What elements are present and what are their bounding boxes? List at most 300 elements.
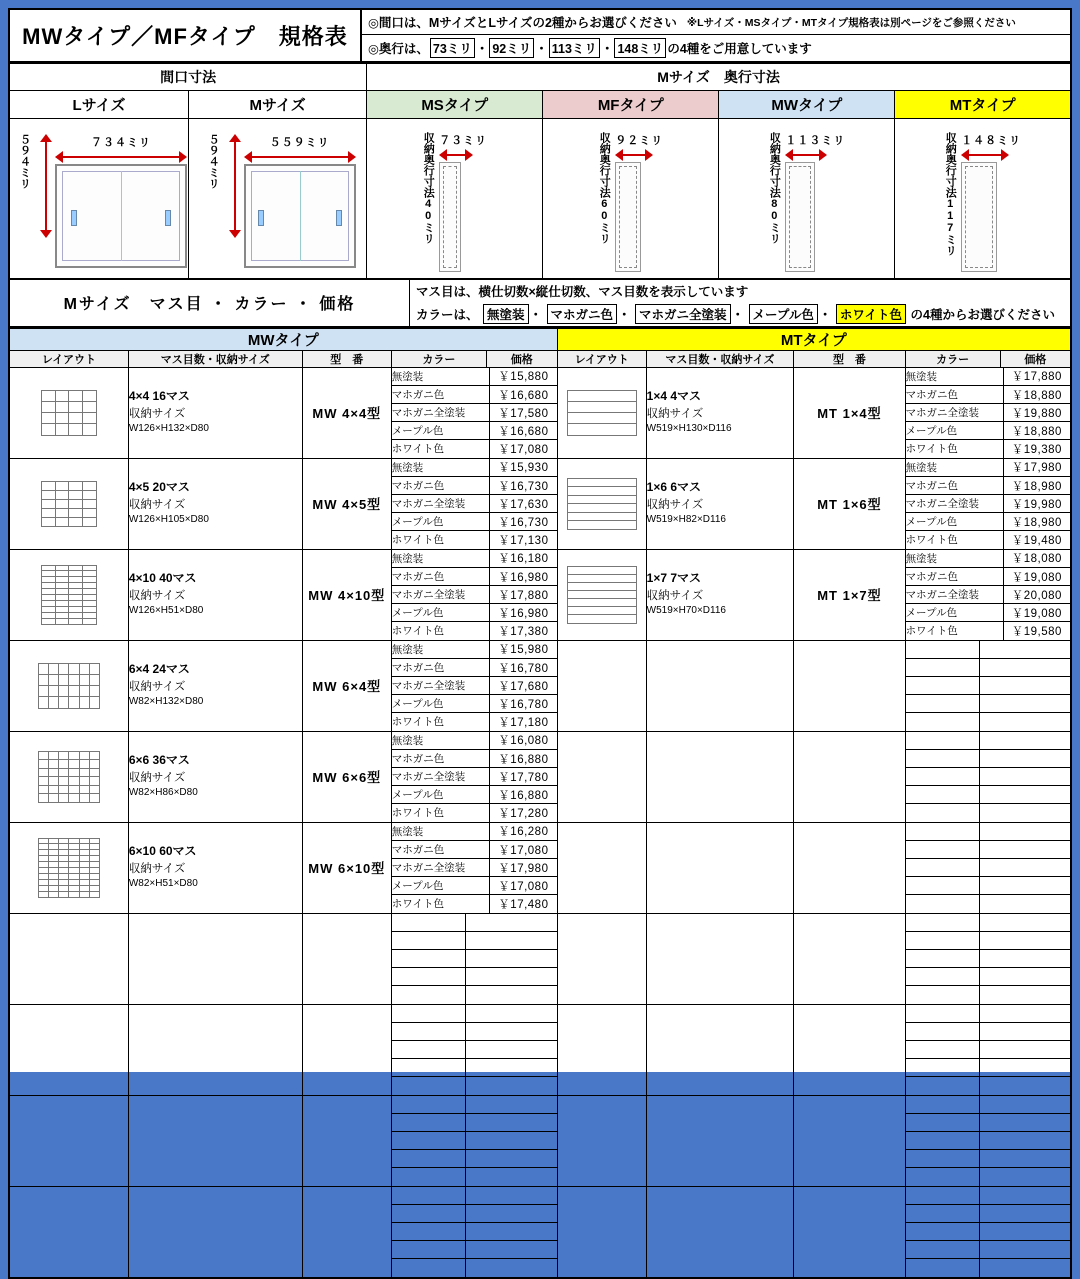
price-value [466,932,557,950]
color-label [906,968,980,986]
color-price-row [392,1205,557,1223]
color-label: ホワイト色 [392,804,490,822]
color-label [392,1168,466,1186]
color-price-row [906,750,1070,768]
color-price-cell-mt [905,1095,1071,1186]
color-label [392,1096,466,1114]
price-value: ￥19,880 [1003,404,1070,422]
ms-depth-arrow [439,148,473,162]
color-price-row [392,804,557,822]
price-value: ￥17,780 [490,768,557,786]
mf-depth-label: ９２ミリ [615,135,664,148]
color-price-row [392,477,557,495]
color-price-row [392,895,557,913]
color-price-cell-mw [391,1186,557,1278]
m-width-label: ５５９ミリ [269,137,330,150]
price-value: ￥16,980 [490,604,557,622]
l-height-label: ５９４ミリ [18,134,31,190]
empty-cell-mt [646,1186,794,1278]
color-label: 無塗装 [392,732,490,750]
column-header-row [9,350,1071,367]
price-value: ￥16,780 [490,695,557,713]
color-label [906,659,980,677]
layout-cell [9,822,128,913]
header-note-1 [362,10,1070,35]
color-price-subtable [906,368,1070,458]
m-width-arrow [244,150,356,164]
color-price-subtable [906,550,1070,640]
color-price-subtable [392,1096,557,1186]
price-value: ￥17,680 [490,677,557,695]
empty-cell-mt [646,1095,794,1186]
color-label: マホガニ全塗装 [392,768,490,786]
model-number: MW 6×6型 [302,731,391,822]
color-price-row [906,550,1070,568]
color-label [906,877,980,895]
empty-cell-mw [9,1186,128,1278]
price-value: ￥16,080 [490,732,557,750]
price-value [979,914,1070,932]
empty-cell-mt [794,1004,905,1095]
color-price-subtable [392,641,557,731]
price-value: ￥19,080 [1003,604,1070,622]
color-label: マホガニ色 [392,568,490,586]
color-label: 無塗装 [906,368,1004,386]
color-option-mahogany: マホガニ色 [547,304,618,324]
color-label [906,1187,980,1205]
color-price-cell-mw [391,913,557,1004]
col-header-price-mt: 価格 [1000,350,1071,367]
mf-depth-drawing-cell [543,119,719,279]
color-price-cell-mw [391,1095,557,1186]
page-title: MWタイプ／MFタイプ 規格表 [10,10,362,61]
m-height-arrow [228,134,242,238]
color-price-row [906,732,1070,750]
color-price-row [906,386,1070,404]
color-label [392,1059,466,1077]
color-label: マホガニ色 [392,477,490,495]
storage-size: W126×H132×D80 [128,423,209,435]
price-value: ￥17,380 [490,622,557,640]
color-label: 無塗装 [906,459,1004,477]
masu-storage-cell [128,822,302,913]
color-price-subtable [392,823,557,913]
price-value: ￥16,680 [490,422,557,440]
color-price-subtable [392,1005,557,1095]
color-price-row [392,1132,557,1150]
color-price-row [906,804,1070,822]
empty-cell-mt [794,1186,905,1278]
color-price-row [392,586,557,604]
color-price-cell-mw [391,458,557,549]
l-width-label: ７３４ミリ [91,137,152,150]
masu-count: 1×7 7マス [646,571,702,586]
table-row [9,731,1071,822]
color-note-suffix: の4種からお選びください [910,307,1055,322]
price-value: ￥16,280 [490,823,557,841]
model-number: MT 1×6型 [794,458,905,549]
color-label [906,804,980,822]
pricing-title: Mサイズ マス目 ・ カラー ・ 価格 [10,280,410,326]
color-label [906,1168,980,1186]
price-value: ￥18,980 [1003,477,1070,495]
color-label [906,695,980,713]
price-value [979,786,1070,804]
color-price-row [906,1077,1070,1095]
color-label: メープル色 [392,604,490,622]
color-price-cell-mt [905,367,1071,458]
storage-label: 収納サイズ [646,407,704,420]
price-value [979,713,1070,731]
color-price-row [392,786,557,804]
empty-cell-mt [646,731,794,822]
color-price-row [392,459,557,477]
color-price-cell-mt [905,549,1071,640]
empty-cell-mt [557,731,646,822]
mw-section-drawing [785,162,815,272]
price-value [979,1132,1070,1150]
color-label: マホガニ全塗装 [392,586,490,604]
color-price-cell-mw [391,731,557,822]
color-price-row [392,986,557,1004]
color-label [906,750,980,768]
color-price-row [906,1114,1070,1132]
price-value: ￥16,780 [490,659,557,677]
color-price-row [392,1096,557,1114]
color-label: マホガニ色 [392,750,490,768]
masu-count: 4×10 40マス [128,571,197,586]
color-label [906,1150,980,1168]
col-header-layout-mw: レイアウト [9,350,128,367]
color-price-row [906,604,1070,622]
price-value [466,1150,557,1168]
color-price-row [906,1223,1070,1241]
price-table [8,328,1072,1279]
color-price-row [392,659,557,677]
price-value: ￥17,080 [490,841,557,859]
table-row [9,913,1071,1004]
model-number: MW 6×10型 [302,822,391,913]
mw-depth-arrow [785,148,827,162]
price-value [979,750,1070,768]
mt-depth-label: １４８ミリ [961,135,1022,148]
color-price-subtable [392,368,557,458]
table-row [9,822,1071,913]
price-value [979,1059,1070,1077]
color-price-row [392,513,557,531]
color-price-subtable [906,732,1070,822]
color-price-subtable [906,1096,1070,1186]
color-price-row [906,659,1070,677]
price-value [979,1223,1070,1241]
color-label: メープル色 [392,695,490,713]
storage-size: W126×H105×D80 [128,514,209,526]
color-label [392,1187,466,1205]
storage-size: W126×H51×D80 [128,605,204,617]
price-value: ￥17,480 [490,895,557,913]
layout-thumbnail [567,566,637,624]
depth-col-mw: MWタイプ [719,91,895,119]
color-label [906,914,980,932]
color-price-row [392,404,557,422]
color-price-row [392,422,557,440]
header-note-2: ◎奥行は、 73ミリ ・ 92ミリ ・ 113ミリ ・ 148ミリ の4種をご用意しています [362,35,1070,61]
color-price-cell-mw [391,549,557,640]
price-value: ￥17,080 [490,877,557,895]
masu-count: 6×4 24マス [128,662,190,677]
color-label [392,1132,466,1150]
color-label [906,1005,980,1023]
depth-col-mt: MTタイプ [895,91,1071,119]
price-value [979,1205,1070,1223]
empty-cell-mw [302,1186,391,1278]
color-price-cell-mw [391,640,557,731]
color-label: 無塗装 [392,459,490,477]
price-value [466,986,557,1004]
masu-storage-cell [128,367,302,458]
color-label [392,1150,466,1168]
color-label: マホガニ色 [906,477,1004,495]
model-number: MT 1×4型 [794,367,905,458]
price-value: ￥18,880 [1003,386,1070,404]
color-price-row [392,768,557,786]
color-price-row [906,786,1070,804]
color-price-row [392,1041,557,1059]
price-value [466,1168,557,1186]
storage-size: W519×H70×D116 [646,605,726,617]
color-price-row [906,950,1070,968]
storage-label: 収納サイズ [128,771,186,784]
color-price-row [906,440,1070,458]
color-label [392,1077,466,1095]
color-price-cell-mt [905,458,1071,549]
empty-cell-mt [557,1186,646,1278]
color-price-subtable [906,823,1070,913]
mw-type-header: MWタイプ [9,328,557,350]
color-price-subtable [392,914,557,1004]
color-price-row [392,641,557,659]
width-section-header: 間口寸法 [9,64,367,91]
color-price-row [392,440,557,458]
color-label [392,1259,466,1277]
price-value: ￥16,730 [490,513,557,531]
price-value [466,1114,557,1132]
color-price-row [906,859,1070,877]
color-label [906,1096,980,1114]
color-label: マホガニ全塗装 [906,495,1004,513]
color-option-mahogany-full: マホガニ全塗装 [635,304,731,324]
empty-cell-mw [302,1095,391,1186]
color-price-row [392,604,557,622]
price-value [466,1059,557,1077]
empty-cell-mw [128,913,302,1004]
layout-cell [557,458,646,549]
table-row [9,458,1071,549]
color-price-row [906,477,1070,495]
price-value [979,841,1070,859]
color-price-row [392,677,557,695]
model-number: MW 4×4型 [302,367,391,458]
price-value [979,895,1070,913]
masu-count: 6×6 36マス [128,753,190,768]
color-price-row [906,1259,1070,1277]
price-value: ￥17,130 [490,531,557,549]
storage-size: W519×H130×D116 [646,423,732,435]
price-value [979,1114,1070,1132]
masu-count: 1×4 4マス [646,389,702,404]
pricing-note-1: マス目は、横仕切数×縦仕切数、マス目数を表示しています [416,284,749,299]
l-size-drawing-cell [9,119,189,279]
color-price-row [906,968,1070,986]
price-value [466,1241,557,1259]
color-price-row [906,914,1070,932]
color-label [392,1205,466,1223]
storage-size: W519×H82×D116 [646,514,726,526]
layout-thumbnail [41,481,97,527]
price-value: ￥17,880 [1003,368,1070,386]
size-col-l: Lサイズ [9,91,189,119]
layout-thumbnail [38,838,100,898]
depth-option-113: 113ミリ [549,38,600,58]
color-price-row [906,713,1070,731]
price-value: ￥19,980 [1003,495,1070,513]
price-value [466,1259,557,1277]
color-option-white: ホワイト色 [836,304,906,324]
price-value [979,695,1070,713]
price-value: ￥17,980 [1003,459,1070,477]
color-label [906,768,980,786]
color-label [906,1059,980,1077]
price-value [979,1005,1070,1023]
empty-cell-mt [794,822,905,913]
l-cabinet-drawing [55,164,187,268]
color-price-subtable [906,641,1070,731]
color-label: 無塗装 [392,823,490,841]
price-value: ￥16,680 [490,386,557,404]
empty-cell-mt [557,822,646,913]
price-value [466,1223,557,1241]
masu-storage-cell [128,458,302,549]
color-price-row [392,1168,557,1186]
color-price-row [906,368,1070,386]
price-value: ￥17,180 [490,713,557,731]
price-value [979,659,1070,677]
color-label [392,968,466,986]
color-price-cell-mw [391,1004,557,1095]
color-label: マホガニ全塗装 [392,677,490,695]
storage-size: W82×H51×D80 [128,878,198,890]
mt-section-drawing [961,162,997,272]
color-label [392,950,466,968]
color-label [392,914,466,932]
masu-storage-cell [646,367,794,458]
color-label [392,1041,466,1059]
ms-inner-depth-label: 収納奥行寸法40ミリ [422,132,435,245]
color-price-subtable [392,550,557,640]
price-value: ￥16,730 [490,477,557,495]
color-label: ホワイト色 [906,440,1004,458]
price-value [979,986,1070,1004]
layout-cell [9,458,128,549]
price-value [979,1041,1070,1059]
color-label [906,1041,980,1059]
color-label [906,1132,980,1150]
color-label: ホワイト色 [392,531,490,549]
depth-option-73: 73ミリ [430,38,475,58]
color-price-subtable [906,914,1070,1004]
color-price-row [392,1223,557,1241]
price-value [979,768,1070,786]
price-value [979,677,1070,695]
color-label [392,1005,466,1023]
price-value: ￥18,980 [1003,513,1070,531]
col-header-model-mw: 型 番 [302,350,391,367]
color-price-row [392,914,557,932]
mw-depth-drawing-cell [719,119,895,279]
color-price-row [906,1059,1070,1077]
color-label: ホワイト色 [392,622,490,640]
color-label [392,1223,466,1241]
color-label [906,677,980,695]
storage-label: 収納サイズ [128,407,186,420]
color-price-row [906,1168,1070,1186]
color-label: 無塗装 [392,550,490,568]
color-label: ホワイト色 [906,531,1004,549]
mf-section-drawing [615,162,641,272]
color-price-subtable [906,1187,1070,1277]
color-label [906,986,980,1004]
color-price-row [392,1241,557,1259]
color-price-cell-mt [905,822,1071,913]
color-label [906,786,980,804]
color-label: 無塗装 [392,641,490,659]
depth-col-ms: MSタイプ [367,91,543,119]
storage-size: W82×H132×D80 [128,696,204,708]
note2-suffix: の4種をご用意しています [667,42,812,56]
price-value [466,1023,557,1041]
color-price-row [392,622,557,640]
price-value [979,1150,1070,1168]
color-label [906,1114,980,1132]
color-price-row [392,1150,557,1168]
color-price-row [906,1096,1070,1114]
layout-cell [557,549,646,640]
col-header-color-mw: カラー [391,350,486,367]
price-value [466,1132,557,1150]
mt-inner-depth-label: 収納奥行寸法117ミリ [944,132,957,257]
color-label [906,1223,980,1241]
spec-sheet-page [8,8,1072,1072]
storage-label: 収納サイズ [128,862,186,875]
color-price-row [906,695,1070,713]
layout-cell [9,640,128,731]
empty-cell-mw [128,1095,302,1186]
empty-cell-mt [557,1004,646,1095]
price-value: ￥15,930 [490,459,557,477]
pricing-note-2: カラーは、 無塗装 ・ マホガニ色 ・ マホガニ全塗装 ・ メープル色 ・ ホワイト色 の4種からお選びください [410,302,1070,326]
color-price-cell-mt [905,640,1071,731]
color-price-subtable [392,1187,557,1277]
empty-cell-mt [557,640,646,731]
pricing-section-header [8,280,1072,328]
masu-storage-cell [646,458,794,549]
color-price-row [906,986,1070,1004]
price-value [466,1005,557,1023]
empty-cell-mt [794,731,905,822]
color-price-subtable [906,1005,1070,1095]
price-value: ￥17,630 [490,495,557,513]
color-price-row [392,968,557,986]
